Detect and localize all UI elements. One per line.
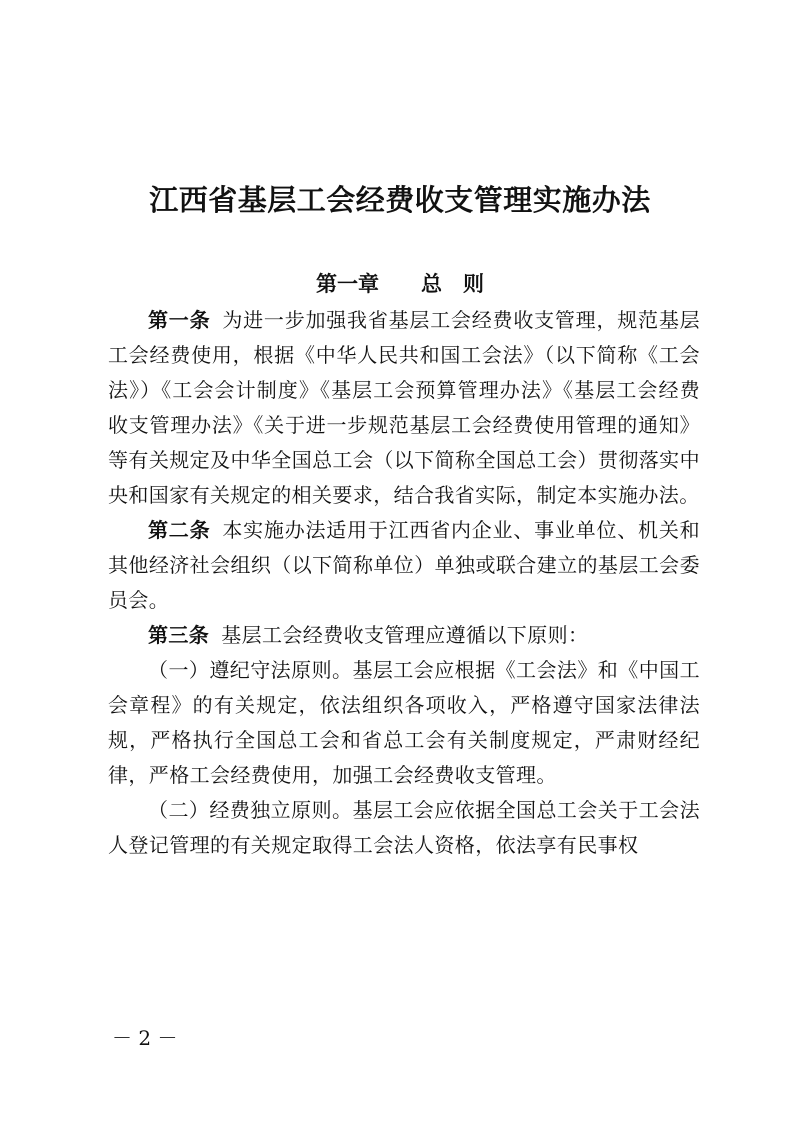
page-number: － 2 －: [112, 1026, 178, 1050]
clause-paragraph: [108, 793, 700, 863]
clause-text: （二）经费独立原则。基层工会应依据全国总工会关于工会法人登记管理的有关规定取得工会法人资格，依法享有民事权: [108, 798, 700, 857]
document-title: 江西省基层工会经费收支管理实施办法: [149, 183, 651, 217]
article-heading: 第三条: [148, 623, 210, 647]
article-paragraph: [108, 513, 700, 618]
article-text: 基层工会经费收支管理应遵循以下原则：: [221, 623, 589, 647]
clause-paragraph: [108, 653, 700, 793]
clause-text: （一）遵纪守法原则。基层工会应根据《工会法》和《中国工会章程》的有关规定，依法组织各项收入，严格遵守国家法律法规，严格执行全国总工会和省总工会有关制度规定，严肃财经纪律，严格工会经费使用，加强工会经费收支管理。: [108, 658, 700, 787]
article-heading: 第一条: [148, 308, 211, 332]
article-paragraph: [108, 303, 700, 513]
chapter-heading: 第一章 总 则: [316, 272, 484, 296]
article-heading: 第二条: [148, 518, 211, 542]
article-text: 为进一步加强我省基层工会经费收支管理，规范基层工会经费使用，根据《中华人民共和国工会法》（以下简称《工会法》）《工会会计制度》《基层工会预算管理办法》《基层工会经费收支管理办法》《关于进一步规范基层工会经费使用管理的通知》等有关规定及中华全国总工会（以下简称全国总工会）贯彻落实中央和国家有关规定的相关要求，结合我省实际，制定本实施办法。: [108, 308, 701, 507]
article-paragraph: [108, 618, 700, 653]
article-text: 本实施办法适用于江西省内企业、事业单位、机关和其他经济社会组织（以下简称单位）单独或联合建立的基层工会委员会。: [108, 518, 701, 612]
document-body: [108, 303, 700, 863]
